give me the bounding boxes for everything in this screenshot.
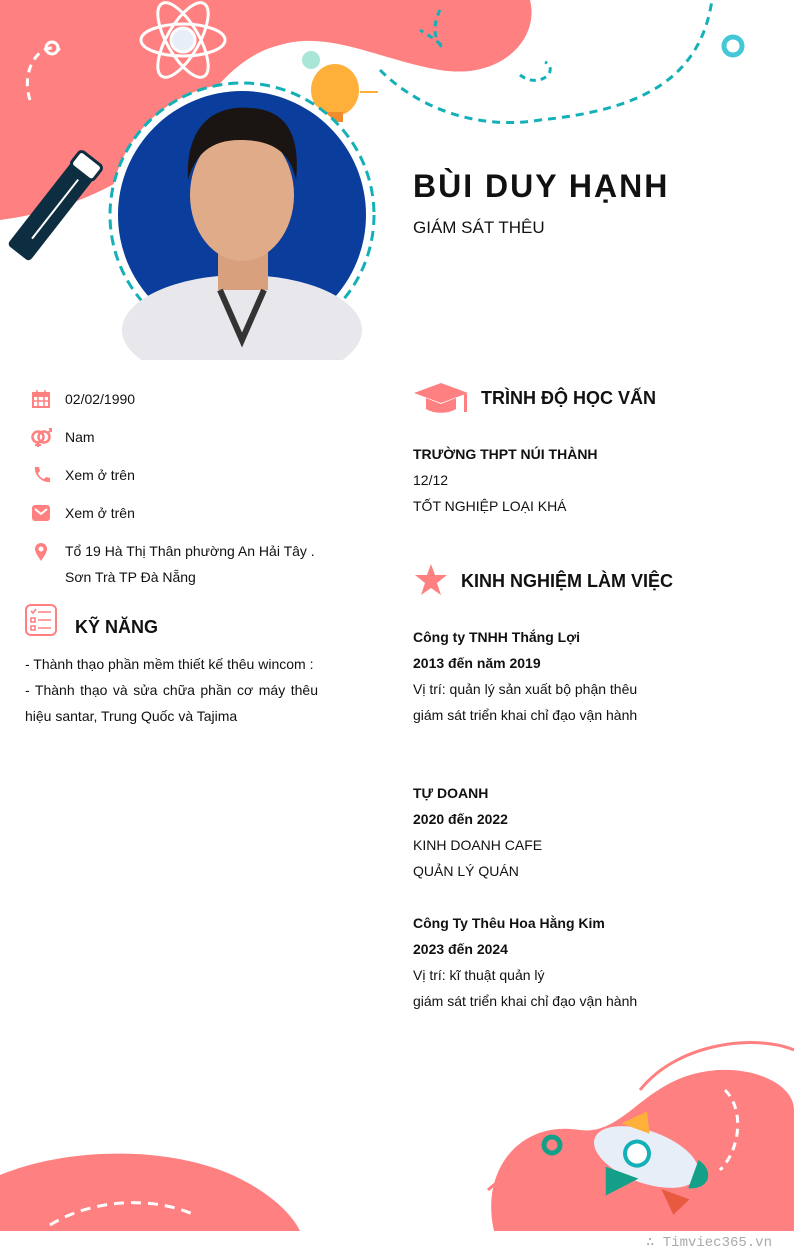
job-title: GIÁM SÁT THÊU: [413, 218, 545, 237]
experience-entry: Công ty TNHH Thắng Lợi 2013 đến năm 2019 Vị trí: quản lý sản xuất bộ phận thêu giám sát triển khai chỉ đạo vận hành: [413, 629, 638, 723]
calendar-icon: [30, 390, 52, 410]
skills-heading: KỸ NĂNG: [75, 617, 159, 637]
contact-phone: Xem ở trên: [30, 466, 135, 488]
contact-birthday: 02/02/1990: [30, 390, 135, 412]
watermark: ∴ Timviec365.vn: [645, 1235, 772, 1251]
phone-icon: [30, 466, 52, 486]
experience-entry: Công Ty Thêu Hoa Hằng Kim 2023 đến 2024 Vị trí: kĩ thuật quản lý giám sát triển khai chỉ đạo vận hành: [413, 915, 638, 1009]
contact-email: Xem ở trên: [30, 504, 135, 526]
contact-gender: Nam: [30, 428, 95, 450]
gender-icon: [30, 428, 52, 448]
skills-icon: [25, 604, 57, 641]
education-heading: TRÌNH ĐỘ HỌC VẤN: [481, 388, 656, 408]
graduation-cap-icon: [414, 381, 470, 420]
location-icon: [30, 542, 52, 562]
email-icon: [30, 504, 52, 524]
experience-entry: TỰ DOANH 2020 đến 2022 KINH DOANH CAFE QUẢN LÝ QUÁN: [413, 785, 543, 879]
header-decoration: [0, 0, 794, 360]
star-icon: [414, 563, 448, 602]
profile-photo: [118, 91, 366, 360]
experience-heading: KINH NGHIỆM LÀM VIỆC: [461, 571, 674, 591]
footer-decoration: [0, 1030, 794, 1231]
ring-icon: [724, 37, 742, 55]
contact-address: Tổ 19 Hà Thị Thân phường An Hải Tây . Sơn Trà TP Đà Nẵng: [30, 542, 315, 590]
candidate-name: BÙI DUY HẠNH: [413, 168, 670, 204]
skills-list: - Thành thạo phần mềm thiết kế thêu wincom : - Thành thạo và sửa chữa phần cơ máy thêu hiệu santar, Trung Quốc và Tajima: [25, 656, 318, 724]
education-entry: TRƯỜNG THPT NÚI THÀNH 12/12 TỐT NGHIỆP LOẠI KHÁ: [413, 446, 598, 514]
